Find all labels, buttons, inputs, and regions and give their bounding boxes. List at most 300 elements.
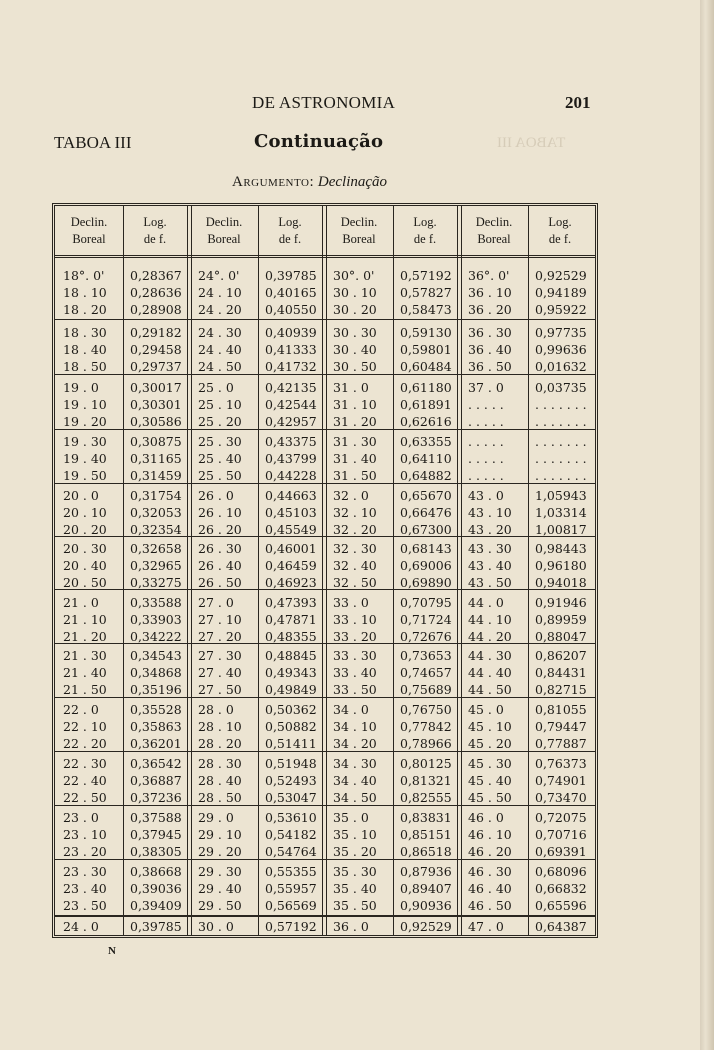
header-line: de f. xyxy=(143,232,167,246)
declination-cell: 44 . 30 xyxy=(468,648,512,663)
log-value-cell: 0,94018 xyxy=(535,575,587,591)
log-value-cell: 0,41333 xyxy=(265,342,317,358)
declination-cell: 31 . 50 xyxy=(333,468,377,484)
header-log xyxy=(528,214,592,254)
declination-cell: 36 . 40 xyxy=(468,342,512,358)
header-line: Declin. xyxy=(475,215,513,229)
log-value-cell: 0,68096 xyxy=(535,864,587,879)
log-value-cell: 0,31754 xyxy=(130,488,182,503)
log-value-cell: 0,46459 xyxy=(265,558,317,574)
log-value-cell: 0,86207 xyxy=(535,648,587,663)
declination-cell: 35 . 50 xyxy=(333,898,377,914)
declination-cell: 30 . 20 xyxy=(333,302,377,318)
declination-cell: 20 . 20 xyxy=(63,522,107,538)
page-edge xyxy=(700,0,714,1050)
declination-cell: 35 . 10 xyxy=(333,827,377,843)
declination-cell: . . . . . xyxy=(468,468,504,484)
log-value-cell: 0,30301 xyxy=(130,397,182,413)
log-value-cell: 0,39785 xyxy=(265,268,317,283)
declination-cell: 24 . 30 xyxy=(198,325,242,340)
log-value-cell: 0,49849 xyxy=(265,682,317,698)
log-value-cell: 0,57827 xyxy=(400,285,452,301)
log-value-cell: 0,51411 xyxy=(265,736,317,752)
header-log xyxy=(258,214,322,254)
declination-cell: 29 . 0 xyxy=(198,810,234,825)
log-value-cell: 0,35863 xyxy=(130,719,182,735)
log-value-cell: 0,36201 xyxy=(130,736,182,752)
declination-cell: 29 . 50 xyxy=(198,898,242,914)
log-value-cell: 0,65670 xyxy=(400,488,452,503)
log-value-cell: 0,72075 xyxy=(535,810,587,825)
log-value-cell: 0,68143 xyxy=(400,541,452,556)
declination-cell: 24 . 50 xyxy=(198,359,242,375)
declination-cell: 23 . 20 xyxy=(63,844,107,860)
declination-cell: 43 . 0 xyxy=(468,488,504,503)
log-value-cell: 0,54764 xyxy=(265,844,317,860)
declination-cell: 36°. 0' xyxy=(468,268,510,283)
declination-cell: 36 . 20 xyxy=(468,302,512,318)
log-value-cell: 0,86518 xyxy=(400,844,452,860)
log-value-cell: 0,32354 xyxy=(130,522,182,538)
log-value-cell: 0,33275 xyxy=(130,575,182,591)
declination-cell: . . . . . xyxy=(468,397,504,413)
log-value-cell: 0,35196 xyxy=(130,682,182,698)
log-value-cell: 0,74657 xyxy=(400,665,452,681)
log-value-cell: 0,30586 xyxy=(130,414,182,430)
log-value-cell: 0,65596 xyxy=(535,898,587,914)
log-value-cell: 0,46001 xyxy=(265,541,317,556)
declination-cell: 43 . 10 xyxy=(468,505,512,521)
declination-cell: 22 . 10 xyxy=(63,719,107,735)
log-value-cell: 1,03314 xyxy=(535,505,587,521)
declination-cell: 18°. 0' xyxy=(63,268,105,283)
log-value-cell: 0,97735 xyxy=(535,325,587,340)
table-label: TABOA III xyxy=(54,133,132,152)
declination-cell: 22 . 20 xyxy=(63,736,107,752)
log-value-cell: 0,84431 xyxy=(535,665,587,681)
log-value-cell: 0,45549 xyxy=(265,522,317,538)
log-value-cell: 0,36542 xyxy=(130,756,182,771)
declination-cell: 35 . 30 xyxy=(333,864,377,879)
header-line: Log. xyxy=(413,215,437,229)
log-value-cell: 0,46923 xyxy=(265,575,317,591)
declination-cell: 34 . 50 xyxy=(333,790,377,806)
log-value-cell: 0,75689 xyxy=(400,682,452,698)
table-block xyxy=(55,537,595,590)
declination-cell: 27 . 50 xyxy=(198,682,242,698)
log-value-cell: 0,43799 xyxy=(265,451,317,467)
log-value-cell: 0,36887 xyxy=(130,773,182,789)
declination-cell: 36 . 50 xyxy=(468,359,512,375)
log-value-cell: 0,82715 xyxy=(535,682,587,698)
argument-value: Declinação xyxy=(317,174,388,190)
table-block xyxy=(55,915,595,935)
log-value-cell: 0,48355 xyxy=(265,629,317,645)
declination-cell: 36 . 10 xyxy=(468,285,512,301)
declination-cell: 18 . 50 xyxy=(63,359,107,375)
log-value-cell: 0,69890 xyxy=(400,575,452,591)
declination-cell: 32 . 30 xyxy=(333,541,377,556)
log-value-cell: . . . . . . . xyxy=(535,414,587,430)
header-line: Log. xyxy=(278,215,302,229)
declination-cell: 45 . 30 xyxy=(468,756,512,771)
log-value-cell: 0,45103 xyxy=(265,505,317,521)
show-through-text: TABOA III xyxy=(497,135,566,151)
log-value-cell: 0,33588 xyxy=(130,595,182,610)
log-value-cell: 0,62616 xyxy=(400,414,452,430)
log-value-cell: 0,39036 xyxy=(130,881,182,897)
log-value-cell: 0,57192 xyxy=(400,268,452,283)
declination-cell: 26 . 40 xyxy=(198,558,242,574)
declination-cell: 29 . 30 xyxy=(198,864,242,879)
log-value-cell: 0,29737 xyxy=(130,359,182,375)
declination-cell: 25 . 30 xyxy=(198,434,242,449)
declination-cell: 33 . 0 xyxy=(333,595,369,610)
declination-cell: 46 . 10 xyxy=(468,827,512,843)
declination-cell: 45 . 20 xyxy=(468,736,512,752)
declination-cell: 22 . 40 xyxy=(63,773,107,789)
declination-cell: 45 . 0 xyxy=(468,702,504,717)
log-value-cell: 0,51948 xyxy=(265,756,317,771)
log-value-cell: 0,88047 xyxy=(535,629,587,645)
declination-cell: 31 . 20 xyxy=(333,414,377,430)
log-value-cell: . . . . . . . xyxy=(535,434,587,449)
declination-cell: 22 . 30 xyxy=(63,756,107,771)
log-value-cell: 0,01632 xyxy=(535,359,587,375)
log-value-cell: 0,59130 xyxy=(400,325,452,340)
log-value-cell: 0,40165 xyxy=(265,285,317,301)
declination-cell: 22 . 0 xyxy=(63,702,99,717)
declination-cell: 19 . 50 xyxy=(63,468,107,484)
declination-cell: 31 . 40 xyxy=(333,451,377,467)
declination-cell: 27 . 20 xyxy=(198,629,242,645)
header-line: Log. xyxy=(143,215,167,229)
declination-cell: 28 . 20 xyxy=(198,736,242,752)
log-value-cell: 0,95922 xyxy=(535,302,587,318)
log-value-cell: 0,53047 xyxy=(265,790,317,806)
declination-cell: 35 . 0 xyxy=(333,810,369,825)
log-value-cell: 0,76373 xyxy=(535,756,587,771)
log-value-cell: 0,53610 xyxy=(265,810,317,825)
declination-cell: 33 . 40 xyxy=(333,665,377,681)
log-value-cell: 0,67300 xyxy=(400,522,452,538)
log-value-cell: 0,90936 xyxy=(400,898,452,914)
declination-cell: 24 . 0 xyxy=(63,919,99,934)
log-value-cell: 0,40550 xyxy=(265,302,317,318)
declination-cell: 33 . 50 xyxy=(333,682,377,698)
declination-cell: 19 . 10 xyxy=(63,397,107,413)
log-value-cell: 0,79447 xyxy=(535,719,587,735)
log-value-cell: 0,28636 xyxy=(130,285,182,301)
declination-cell: 26 . 30 xyxy=(198,541,242,556)
declination-cell: 25 . 10 xyxy=(198,397,242,413)
table-header-row xyxy=(55,206,595,258)
log-value-cell: 0,81321 xyxy=(400,773,452,789)
header-declination xyxy=(55,214,123,254)
log-value-cell: 0,56569 xyxy=(265,898,317,914)
table-block xyxy=(55,264,595,320)
log-value-cell: 0,81055 xyxy=(535,702,587,717)
header-line: de f. xyxy=(548,232,572,246)
argument-label: Argumento: xyxy=(232,174,315,190)
declination-cell: 26 . 0 xyxy=(198,488,234,503)
declination-cell: 21 . 20 xyxy=(63,629,107,645)
log-value-cell: 0,50362 xyxy=(265,702,317,717)
header-line: Declin. xyxy=(205,215,243,229)
declination-cell: 44 . 10 xyxy=(468,612,512,628)
declination-cell: 46 . 30 xyxy=(468,864,512,879)
declination-cell: 23 . 0 xyxy=(63,810,99,825)
log-value-cell: 0,38305 xyxy=(130,844,182,860)
declination-cell: 35 . 40 xyxy=(333,881,377,897)
log-value-cell: 0,33903 xyxy=(130,612,182,628)
table-block xyxy=(55,806,595,860)
declination-cell: 27 . 0 xyxy=(198,595,234,610)
declination-cell: 21 . 30 xyxy=(63,648,107,663)
log-value-cell: . . . . . . . xyxy=(535,397,587,413)
declination-cell: 31 . 0 xyxy=(333,380,369,395)
declination-cell: 19 . 20 xyxy=(63,414,107,430)
log-value-cell: 0,78966 xyxy=(400,736,452,752)
declination-cell: 36 . 30 xyxy=(468,325,512,340)
table-block xyxy=(55,321,595,375)
declination-cell: 30°. 0' xyxy=(333,268,375,283)
table-block xyxy=(55,860,595,913)
declination-cell: 43 . 50 xyxy=(468,575,512,591)
declination-cell: 44 . 0 xyxy=(468,595,504,610)
table-block xyxy=(55,644,595,698)
log-value-cell: 0,58473 xyxy=(400,302,452,318)
declination-cell: 23 . 10 xyxy=(63,827,107,843)
declination-cell: 33 . 20 xyxy=(333,629,377,645)
declination-cell: 21 . 0 xyxy=(63,595,99,610)
log-value-cell: 1,05943 xyxy=(535,488,587,503)
declination-cell: 46 . 20 xyxy=(468,844,512,860)
log-value-cell: 0,47871 xyxy=(265,612,317,628)
declination-cell: 34 . 20 xyxy=(333,736,377,752)
declination-cell: 18 . 20 xyxy=(63,302,107,318)
declination-cell: 28 . 10 xyxy=(198,719,242,735)
log-value-cell: 0,31165 xyxy=(130,451,182,467)
declination-table xyxy=(52,203,598,938)
declination-cell: 33 . 30 xyxy=(333,648,377,663)
log-value-cell: 0,83831 xyxy=(400,810,452,825)
table-block xyxy=(55,484,595,537)
log-value-cell: 0,59801 xyxy=(400,342,452,358)
table-block xyxy=(55,752,595,806)
log-value-cell: 0,94189 xyxy=(535,285,587,301)
declination-cell: 18 . 10 xyxy=(63,285,107,301)
declination-cell: 29 . 20 xyxy=(198,844,242,860)
log-value-cell: 0,60484 xyxy=(400,359,452,375)
log-value-cell: 0,28908 xyxy=(130,302,182,318)
log-value-cell: 0,89959 xyxy=(535,612,587,628)
declination-cell: . . . . . xyxy=(468,414,504,430)
log-value-cell: 0,80125 xyxy=(400,756,452,771)
log-value-cell: 0,99636 xyxy=(535,342,587,358)
log-value-cell: 0,54182 xyxy=(265,827,317,843)
declination-cell: 25 . 50 xyxy=(198,468,242,484)
declination-cell: 19 . 30 xyxy=(63,434,107,449)
log-value-cell: 0,55957 xyxy=(265,881,317,897)
log-value-cell: 0,32658 xyxy=(130,541,182,556)
log-value-cell: 0,52493 xyxy=(265,773,317,789)
header-declination xyxy=(460,214,528,254)
log-value-cell: 0,70795 xyxy=(400,595,452,610)
declination-cell: 20 . 40 xyxy=(63,558,107,574)
declination-cell: 34 . 10 xyxy=(333,719,377,735)
table-block xyxy=(55,430,595,484)
declination-cell: 27 . 40 xyxy=(198,665,242,681)
declination-cell: 35 . 20 xyxy=(333,844,377,860)
argument-line xyxy=(232,174,387,191)
log-value-cell: 0,89407 xyxy=(400,881,452,897)
declination-cell: 37 . 0 xyxy=(468,380,504,395)
header-log xyxy=(393,214,457,254)
declination-cell: 32 . 40 xyxy=(333,558,377,574)
log-value-cell: 0,50882 xyxy=(265,719,317,735)
log-value-cell: 0,31459 xyxy=(130,468,182,484)
log-value-cell: 0,87936 xyxy=(400,864,452,879)
log-value-cell: 0,85151 xyxy=(400,827,452,843)
declination-cell: 22 . 50 xyxy=(63,790,107,806)
continuation-heading: Continuação xyxy=(254,131,384,152)
log-value-cell: 0,69391 xyxy=(535,844,587,860)
declination-cell: 19 . 0 xyxy=(63,380,99,395)
declination-cell: . . . . . xyxy=(468,451,504,467)
header-line: Boreal xyxy=(72,232,106,246)
declination-cell: 45 . 50 xyxy=(468,790,512,806)
declination-cell: 28 . 40 xyxy=(198,773,242,789)
declination-cell: 20 . 30 xyxy=(63,541,107,556)
log-value-cell: 0,32965 xyxy=(130,558,182,574)
log-value-cell: 0,37236 xyxy=(130,790,182,806)
header-log xyxy=(123,214,187,254)
log-value-cell: 0,37945 xyxy=(130,827,182,843)
declination-cell: 26 . 10 xyxy=(198,505,242,521)
log-value-cell: 0,42135 xyxy=(265,380,317,395)
declination-cell: 20 . 50 xyxy=(63,575,107,591)
declination-cell: 45 . 10 xyxy=(468,719,512,735)
declination-cell: 29 . 40 xyxy=(198,881,242,897)
log-value-cell: 0,34543 xyxy=(130,648,182,663)
log-value-cell: 0,42544 xyxy=(265,397,317,413)
log-value-cell: 0,34222 xyxy=(130,629,182,645)
log-value-cell: 0,91946 xyxy=(535,595,587,610)
declination-cell: 21 . 10 xyxy=(63,612,107,628)
log-value-cell: 0,66832 xyxy=(535,881,587,897)
log-value-cell: 1,00817 xyxy=(535,522,587,538)
declination-cell: 43 . 40 xyxy=(468,558,512,574)
header-line: Boreal xyxy=(207,232,241,246)
log-value-cell: 0,63355 xyxy=(400,434,452,449)
declination-cell: 44 . 50 xyxy=(468,682,512,698)
log-value-cell: . . . . . . . xyxy=(535,451,587,467)
declination-cell: 28 . 0 xyxy=(198,702,234,717)
declination-cell: 19 . 40 xyxy=(63,451,107,467)
log-value-cell: 0,77887 xyxy=(535,736,587,752)
log-value-cell: 0,66476 xyxy=(400,505,452,521)
declination-cell: 46 . 40 xyxy=(468,881,512,897)
declination-cell: 44 . 40 xyxy=(468,665,512,681)
log-value-cell: 0,71724 xyxy=(400,612,452,628)
declination-cell: 43 . 20 xyxy=(468,522,512,538)
log-value-cell: 0,03735 xyxy=(535,380,587,395)
declination-cell: 21 . 40 xyxy=(63,665,107,681)
log-value-cell: 0,72676 xyxy=(400,629,452,645)
header-declination xyxy=(325,214,393,254)
declination-cell: 47 . 0 xyxy=(468,919,504,934)
declination-cell: 32 . 20 xyxy=(333,522,377,538)
declination-cell: 26 . 50 xyxy=(198,575,242,591)
log-value-cell: 0,61891 xyxy=(400,397,452,413)
declination-cell: 34 . 30 xyxy=(333,756,377,771)
declination-cell: 25 . 0 xyxy=(198,380,234,395)
running-head xyxy=(0,93,714,115)
header-line: de f. xyxy=(278,232,302,246)
log-value-cell: 0,38668 xyxy=(130,864,182,879)
declination-cell: 25 . 40 xyxy=(198,451,242,467)
declination-cell: 20 . 10 xyxy=(63,505,107,521)
log-value-cell: 0,37588 xyxy=(130,810,182,825)
log-value-cell: 0,40939 xyxy=(265,325,317,340)
log-value-cell: 0,44663 xyxy=(265,488,317,503)
log-value-cell: 0,64882 xyxy=(400,468,452,484)
declination-cell: 23 . 30 xyxy=(63,864,107,879)
declination-cell: 18 . 40 xyxy=(63,342,107,358)
log-value-cell: 0,92529 xyxy=(400,919,452,934)
log-value-cell: 0,96180 xyxy=(535,558,587,574)
log-value-cell: 0,55355 xyxy=(265,864,317,879)
declination-cell: 29 . 10 xyxy=(198,827,242,843)
declination-cell: . . . . . xyxy=(468,434,504,449)
log-value-cell: 0,61180 xyxy=(400,380,452,395)
log-value-cell: 0,42957 xyxy=(265,414,317,430)
declination-cell: 32 . 0 xyxy=(333,488,369,503)
table-block xyxy=(55,376,595,430)
log-value-cell: 0,39409 xyxy=(130,898,182,914)
log-value-cell: 0,35528 xyxy=(130,702,182,717)
declination-cell: 34 . 40 xyxy=(333,773,377,789)
declination-cell: 18 . 30 xyxy=(63,325,107,340)
log-value-cell: 0,30875 xyxy=(130,434,182,449)
log-value-cell: 0,47393 xyxy=(265,595,317,610)
log-value-cell: 0,74901 xyxy=(535,773,587,789)
log-value-cell: 0,64387 xyxy=(535,919,587,934)
log-value-cell: . . . . . . . xyxy=(535,468,587,484)
declination-cell: 30 . 0 xyxy=(198,919,234,934)
declination-cell: 23 . 50 xyxy=(63,898,107,914)
header-line: Log. xyxy=(548,215,572,229)
log-value-cell: 0,34868 xyxy=(130,665,182,681)
log-value-cell: 0,41732 xyxy=(265,359,317,375)
declination-cell: 24°. 0' xyxy=(198,268,240,283)
declination-cell: 31 . 10 xyxy=(333,397,377,413)
declination-cell: 27 . 10 xyxy=(198,612,242,628)
declination-cell: 30 . 40 xyxy=(333,342,377,358)
declination-cell: 30 . 50 xyxy=(333,359,377,375)
declination-cell: 32 . 10 xyxy=(333,505,377,521)
log-value-cell: 0,49343 xyxy=(265,665,317,681)
declination-cell: 36 . 0 xyxy=(333,919,369,934)
declination-cell: 45 . 40 xyxy=(468,773,512,789)
log-value-cell: 0,30017 xyxy=(130,380,182,395)
declination-cell: 21 . 50 xyxy=(63,682,107,698)
log-value-cell: 0,77842 xyxy=(400,719,452,735)
log-value-cell: 0,70716 xyxy=(535,827,587,843)
declination-cell: 24 . 10 xyxy=(198,285,242,301)
declination-cell: 30 . 10 xyxy=(333,285,377,301)
